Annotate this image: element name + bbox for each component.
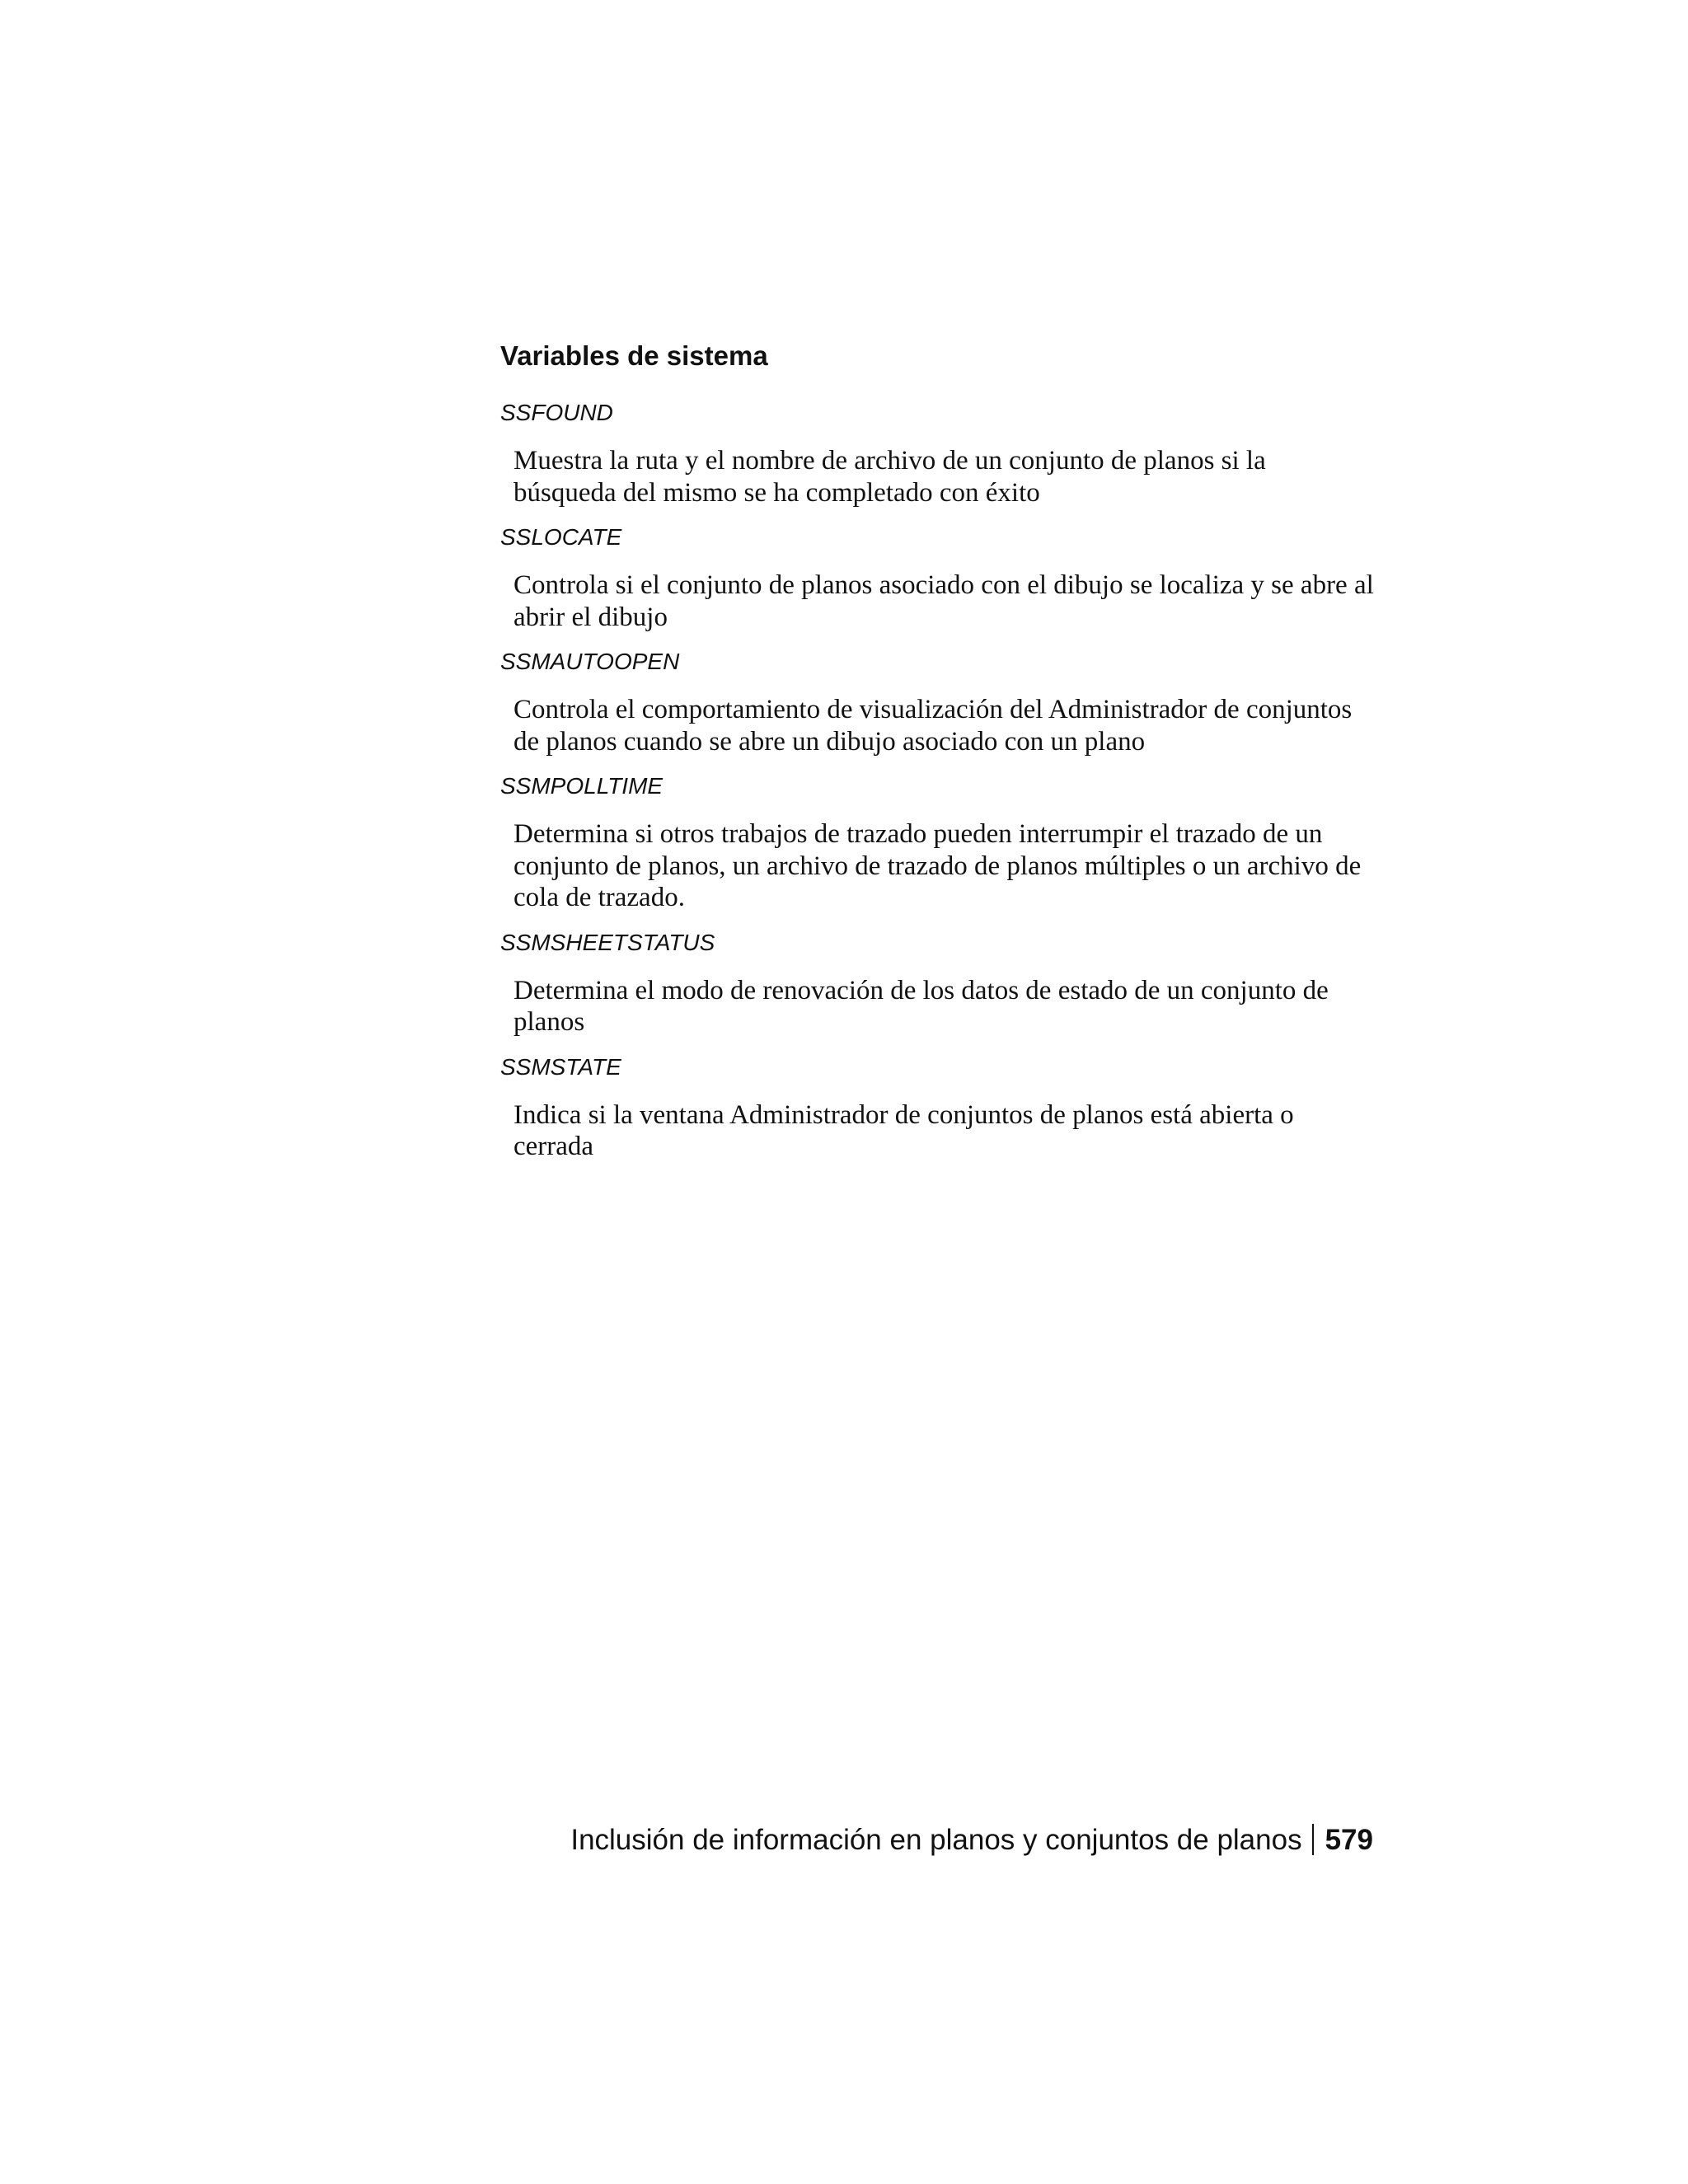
variable-name: SSMSTATE <box>500 1053 621 1080</box>
variable-description: Controla si el conjunto de planos asociado con el dibujo se localiza y se abre al abrir el dibujo <box>513 570 1374 632</box>
footer-chapter-title: Inclusión de información en planos y conjuntos de planos <box>570 1824 1302 1856</box>
variable-name: SSLOCATE <box>500 524 622 550</box>
variable-entry <box>500 648 1374 757</box>
section-title: Variables de sistema <box>500 340 768 371</box>
page-number: 579 <box>1325 1824 1373 1856</box>
variable-name: SSMSHEETSTATUS <box>500 929 715 955</box>
footer-separator <box>1312 1824 1314 1855</box>
variable-entry <box>500 399 1374 509</box>
variable-entry <box>500 523 1374 633</box>
variable-entry <box>500 772 1374 914</box>
variable-entry <box>500 1053 1374 1163</box>
page-content <box>500 340 1374 1178</box>
page-footer <box>570 1823 1373 1858</box>
variable-entry <box>500 929 1374 1038</box>
variable-description: Muestra la ruta y el nombre de archivo de un conjunto de planos si la búsqueda del mismo se ha completado con éxito <box>513 446 1266 508</box>
variable-name: SSMPOLLTIME <box>500 773 663 799</box>
variable-description: Determina el modo de renovación de los datos de estado de un conjunto de planos <box>513 975 1329 1037</box>
variable-description: Controla el comportamiento de visualización del Administrador de conjuntos de planos cuando se abre un dibujo asociado con un plano <box>513 695 1353 757</box>
variable-name: SSMAUTOOPEN <box>500 649 680 674</box>
variable-name: SSFOUND <box>500 400 613 425</box>
variable-description: Determina si otros trabajos de trazado pueden interrumpir el trazado de un conjunto de planos, un archivo de trazado de planos múltiples o un archivo de cola de trazado. <box>513 819 1362 912</box>
variable-description: Indica si la ventana Administrador de conjuntos de planos está abierta o cerrada <box>513 1099 1294 1161</box>
